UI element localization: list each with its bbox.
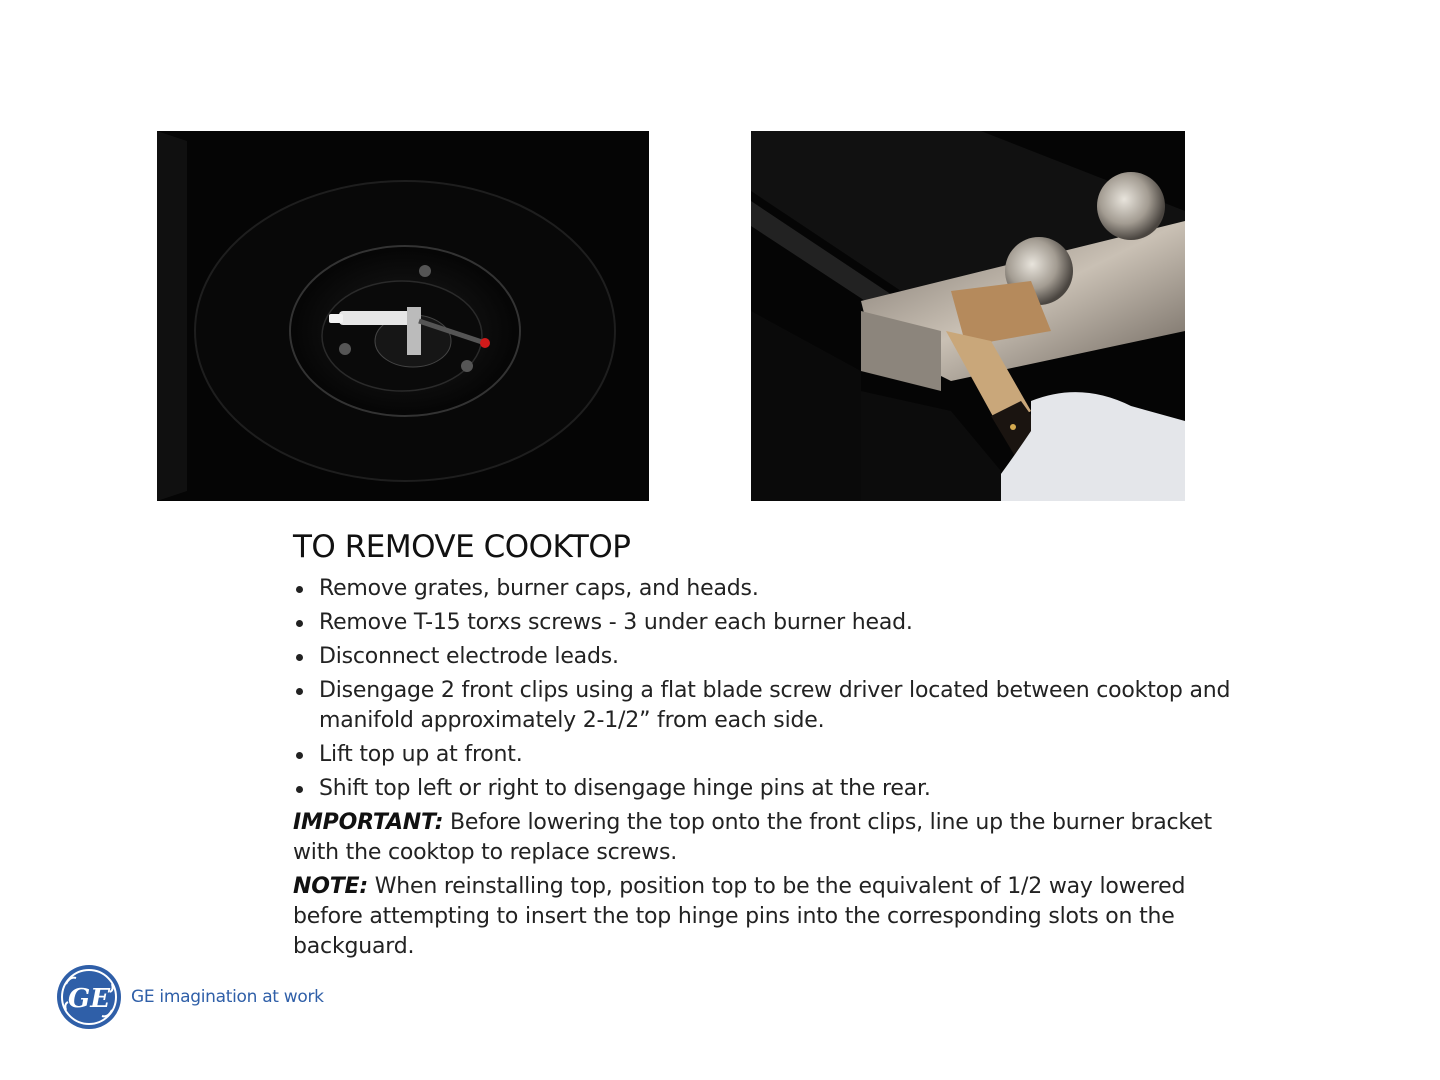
step-item: Lift top up at front. [293, 740, 1253, 770]
ge-logo-icon [56, 964, 122, 1030]
steps-list [293, 574, 1253, 804]
ge-logo-text: GE [67, 984, 111, 1014]
important-label: IMPORTANT: [293, 810, 444, 835]
burner-base-photo [157, 131, 649, 501]
note-text: When reinstalling top, position top to be the equivalent of 1/2 way lowered before attempting to insert the top hinge pins into the corresponding slots on the backguard. [293, 874, 1186, 959]
step-item: Remove T-15 torxs screws - 3 under each burner head. [293, 608, 1253, 638]
step-item: Disconnect electrode leads. [293, 642, 1253, 672]
cooktop-clip-photo [751, 131, 1185, 501]
section-heading: TO REMOVE COOKTOP [293, 529, 631, 565]
note-label: NOTE: [293, 874, 368, 899]
step-item: Disengage 2 front clips using a flat blade screw driver located between cooktop and manifold approximately 2-1/2” from each side. [293, 676, 1253, 736]
important-note [293, 808, 1253, 868]
step-item: Remove grates, burner caps, and heads. [293, 574, 1253, 604]
step-item: Shift top left or right to disengage hinge pins at the rear. [293, 774, 1253, 804]
important-text: Before lowering the top onto the front clips, line up the burner bracket with the cooktop to replace screws. [293, 810, 1212, 865]
instructions-section [293, 528, 1253, 966]
reinstall-note [293, 872, 1253, 962]
tagline: GE imagination at work [131, 987, 324, 1007]
footer-branding [56, 964, 324, 1030]
